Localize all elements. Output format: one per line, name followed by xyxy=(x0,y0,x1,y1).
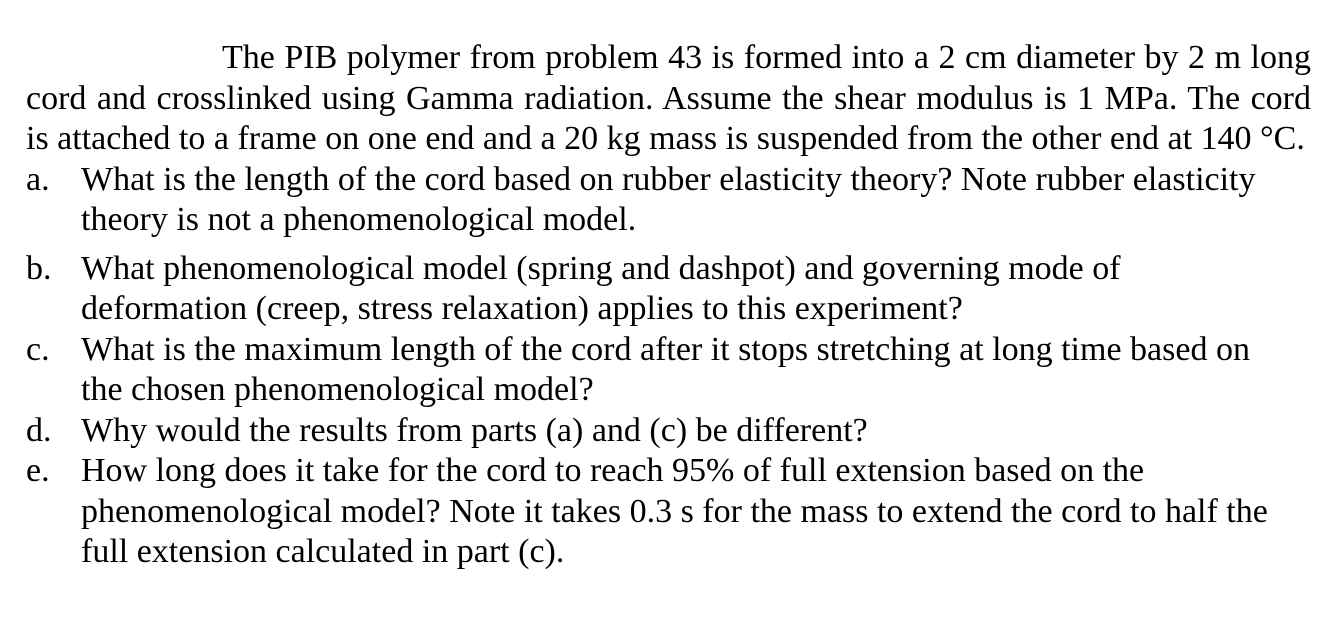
question-text: What is the maximum length of the cord after it stops stretching at long time based on the chosen phenomenological model? xyxy=(81,330,1250,408)
question-a xyxy=(26,160,1286,241)
problem-document xyxy=(26,38,1316,573)
question-c xyxy=(26,330,1286,411)
question-text: Why would the results from parts (a) and (c) be different? xyxy=(81,411,868,449)
question-letter: b. xyxy=(26,249,52,287)
question-letter: a. xyxy=(26,160,50,198)
question-text: What is the length of the cord based on rubber elasticity theory? Note rubber elasticity theory is not a phenomenological model. xyxy=(81,160,1256,238)
problem-intro: The PIB polymer from problem 43 is formed into a 2 cm diameter by 2 m long cord and crosslinked using Gamma radiation. Assume the shear modulus is 1 MPa. The cord is attached to a frame on one end and a 20 kg mass is suspended from the other end at 140 °C. xyxy=(26,39,1311,157)
question-e xyxy=(26,451,1286,573)
question-text: What phenomenological model (spring and dashpot) and governing mode of deformation (creep, stress relaxation) applies to this experiment? xyxy=(81,249,1121,327)
question-list xyxy=(26,160,1316,573)
question-letter: e. xyxy=(26,452,50,489)
question-b xyxy=(26,249,1286,330)
question-letter: c. xyxy=(26,330,50,368)
question-d xyxy=(26,411,1286,452)
question-text: How long does it take for the cord to reach 95% of full extension based on the phenomenological model? Note it takes 0.3 s for the mass to extend the cord to half the full extension calculated in part (c). xyxy=(81,452,1268,570)
question-letter: d. xyxy=(26,411,52,449)
